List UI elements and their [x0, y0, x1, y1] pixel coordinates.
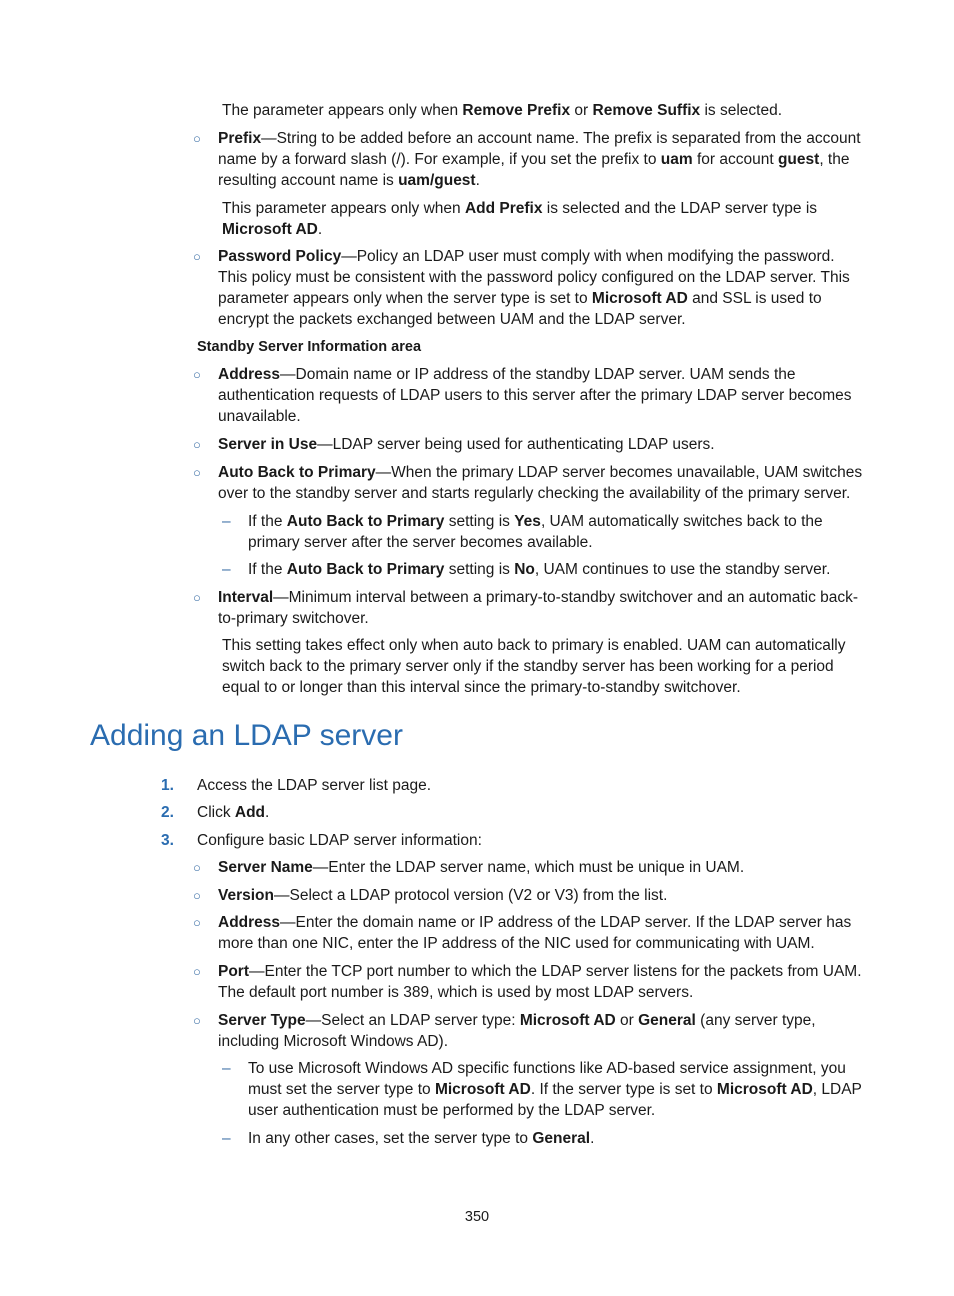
bold-term: Prefix: [218, 130, 262, 147]
server-type-description: Server Type—Select an LDAP server type: Microsoft AD or General (any server type, including Microsoft Windows AD).: [218, 1012, 816, 1050]
dash-icon: –: [222, 1060, 231, 1077]
bold-term: Auto Back to Primary: [218, 464, 376, 481]
server-type-ad: To use Microsoft Windows AD specific functions like AD-based service assignment, you must set the server type to Microsoft AD. If the server type is set to Microsoft AD, LDAP user authentication must be performed by the LDAP server.: [248, 1060, 862, 1119]
bold-term: Microsoft AD: [222, 221, 318, 238]
standby-server-heading: Standby Server Information area: [197, 339, 422, 355]
step-1: Access the LDAP server list page.: [197, 777, 432, 794]
bold-term: Server Type: [218, 1012, 306, 1029]
bullet-icon: ○: [193, 367, 201, 382]
bold-term: Yes: [514, 513, 541, 530]
bold-term: Auto Back to Primary: [286, 561, 445, 578]
prefix-description: Prefix—String to be added before an account name. The prefix is separated from the account name by a forward slash (/). For example, if you set the prefix to uam for account guest, the resulting account name is uam/guest.: [218, 130, 861, 189]
step-number: 1.: [161, 777, 174, 794]
bold-term: Server Name: [218, 859, 313, 876]
bold-term: Port: [218, 963, 249, 980]
bold-term: Interval: [218, 589, 274, 606]
auto-back-description: Auto Back to Primary—When the primary LDAP server becomes unavailable, UAM switches over to the standby server and starts regularly checking the availability of the primary server.: [218, 464, 863, 502]
address-description: Address—Enter the domain name or IP address of the LDAP server. If the LDAP server has more than one NIC, enter the IP address of the NIC used for communicating with UAM.: [218, 914, 852, 952]
interval-description: Interval—Minimum interval between a primary-to-standby switchover and an automatic back-to-primary switchover.: [218, 589, 859, 627]
bold-term: General: [638, 1012, 696, 1029]
bold-term: uam/guest: [398, 172, 476, 189]
dash-icon: –: [222, 1130, 231, 1147]
page-number: 350: [464, 1209, 490, 1225]
server-in-use-description: Server in Use—LDAP server being used for authenticating LDAP users.: [218, 436, 715, 453]
step-2: Click Add.: [197, 804, 270, 821]
bold-term: guest: [777, 151, 820, 168]
standby-address-description: Address—Domain name or IP address of the standby LDAP server. UAM sends the authentication requests of LDAP users to this server after the primary LDAP server becomes unavailable.: [218, 366, 852, 425]
bullet-icon: ○: [193, 964, 201, 979]
bullet-icon: ○: [193, 915, 201, 930]
prefix-suffix-note: The parameter appears only when Remove Prefix or Remove Suffix is selected.: [222, 102, 783, 119]
bold-term: No: [514, 561, 535, 578]
step-number: 2.: [161, 804, 174, 821]
bold-term: Add: [234, 804, 266, 821]
bold-term: Microsoft AD: [591, 290, 688, 307]
bold-term: Auto Back to Primary: [286, 513, 445, 530]
bullet-icon: ○: [193, 888, 201, 903]
bold-term: uam: [660, 151, 693, 168]
bold-term: Remove Suffix: [592, 102, 701, 119]
bold-term: General: [532, 1130, 591, 1147]
bullet-icon: ○: [193, 465, 201, 480]
bold-term: Server in Use: [218, 436, 318, 453]
version-description: Version—Select a LDAP protocol version (V2 or V3) from the list.: [218, 887, 668, 904]
auto-back-yes: If the Auto Back to Primary setting is Yes, UAM automatically switches back to the primary server after the server becomes available.: [248, 513, 823, 551]
bold-term: Address: [218, 366, 281, 383]
port-description: Port—Enter the TCP port number to which the LDAP server listens for the packets from UAM. The default port number is 389, which is used by most LDAP servers.: [218, 963, 862, 1001]
server-name-description: Server Name—Enter the LDAP server name, which must be unique in UAM.: [218, 859, 745, 876]
bullet-icon: ○: [193, 590, 201, 605]
step-number: 3.: [161, 832, 174, 849]
prefix-note: This parameter appears only when Add Prefix is selected and the LDAP server type is Microsoft AD.: [222, 200, 818, 238]
bold-term: Version: [218, 887, 274, 904]
bullet-icon: ○: [193, 131, 201, 146]
bold-term: Add Prefix: [464, 200, 543, 217]
auto-back-no: If the Auto Back to Primary setting is No, UAM continues to use the standby server.: [248, 561, 831, 578]
bold-term: Microsoft AD: [716, 1081, 813, 1098]
bullet-icon: ○: [193, 860, 201, 875]
bold-term: Microsoft AD: [519, 1012, 616, 1029]
bullet-icon: ○: [193, 249, 201, 264]
bullet-icon: ○: [193, 437, 201, 452]
dash-icon: –: [222, 561, 231, 578]
bold-term: Remove Prefix: [462, 102, 571, 119]
bullet-icon: ○: [193, 1013, 201, 1028]
bold-term: Address: [218, 914, 281, 931]
interval-note: This setting takes effect only when auto back to primary is enabled. UAM can automatically switch back to the primary server only if the standby server has been working for a period equal to or longer than this interval since the primary-to-standby switchover.: [222, 637, 846, 696]
bold-term: Microsoft AD: [434, 1081, 531, 1098]
password-policy-description: Password Policy—Policy an LDAP user must comply with when modifying the password. This policy must be consistent with the password policy configured on the LDAP server. This parameter appears only when the server type is set to Microsoft AD and SSL is used to encrypt the packets exchanged between UAM and the LDAP server.: [218, 248, 850, 328]
section-title: Adding an LDAP server: [90, 719, 403, 752]
dash-icon: –: [222, 513, 231, 530]
server-type-general: In any other cases, set the server type to General.: [248, 1130, 595, 1147]
bold-term: Password Policy: [218, 248, 342, 265]
step-3: Configure basic LDAP server information:: [197, 832, 482, 849]
